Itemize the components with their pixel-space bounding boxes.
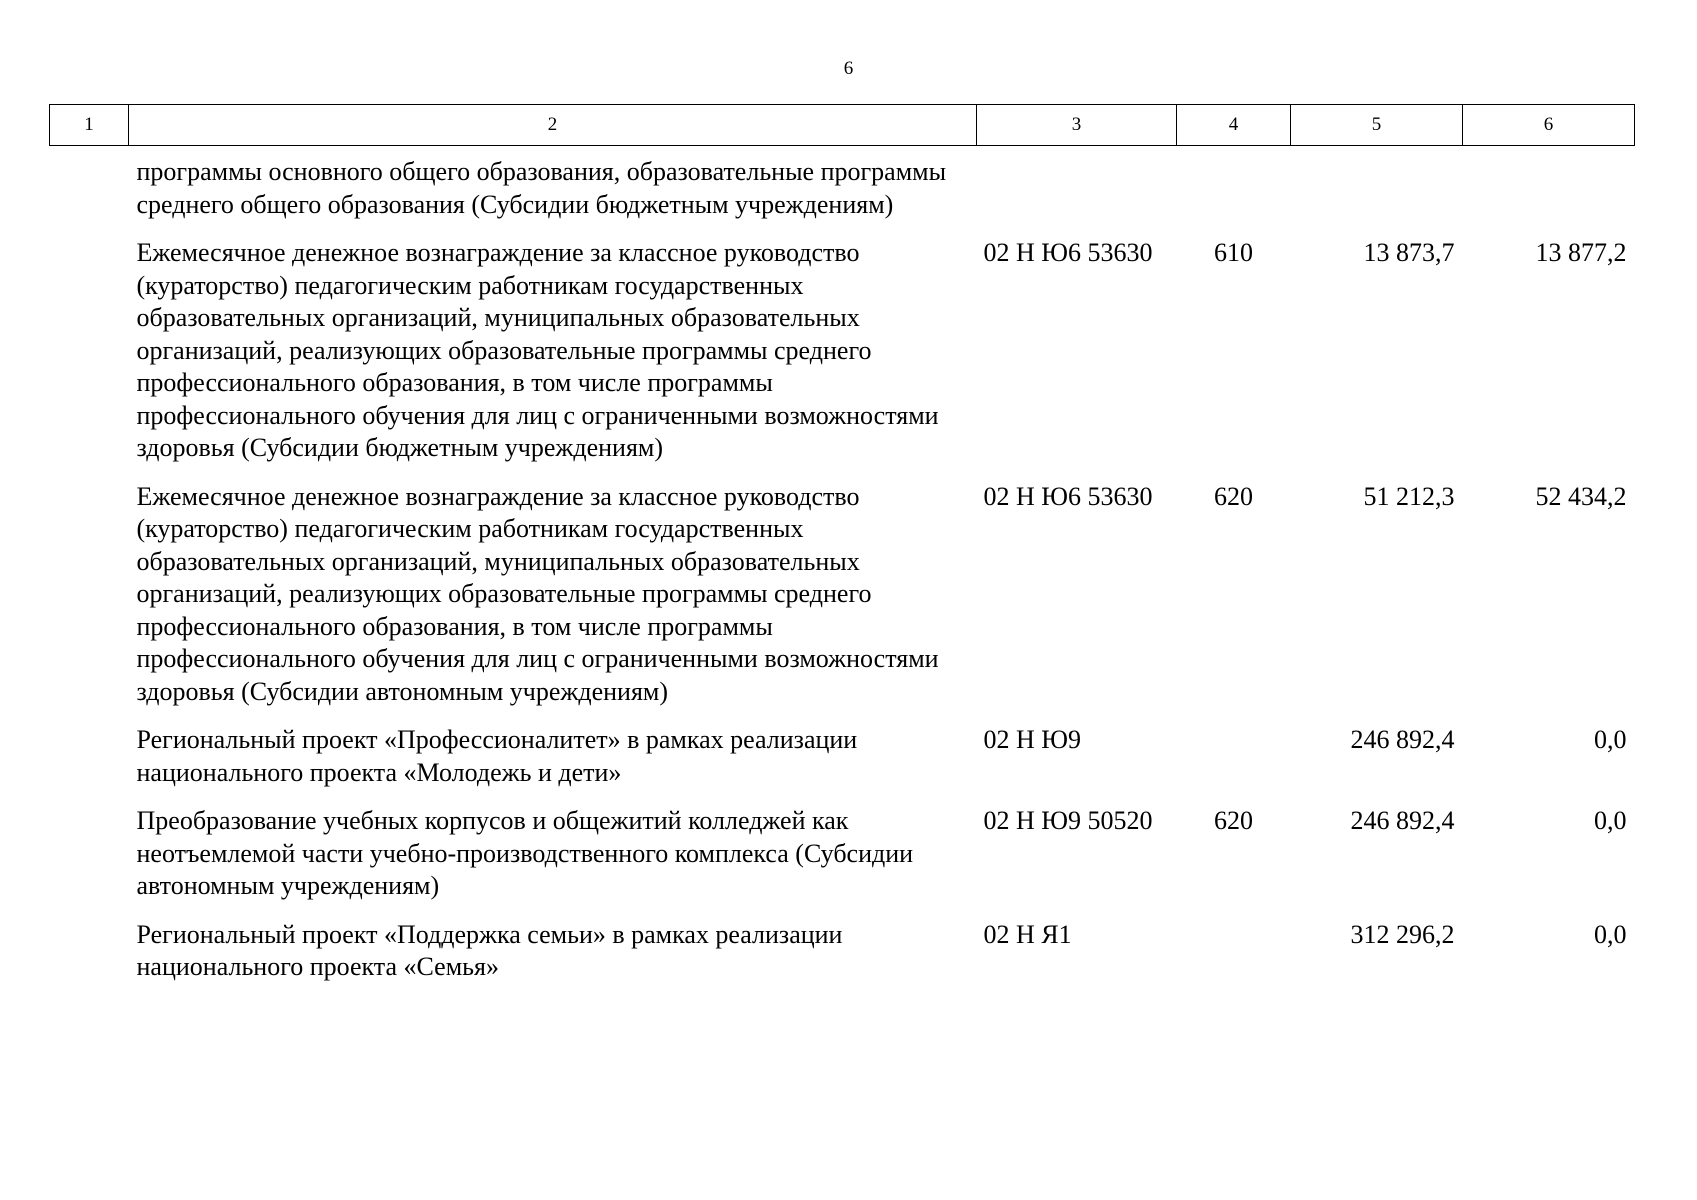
table-row (50, 919, 1635, 1000)
description-cell: Региональный проект «Профессионалитет» в рамках реализации национального проекта «Молодежь и дети» (136, 725, 858, 787)
amount-year1-cell: 246 892,4 (1350, 725, 1455, 754)
table-row (50, 146, 1635, 238)
target-code-cell: 02 Н Ю6 53630 (983, 238, 1153, 267)
target-code-cell (977, 146, 1177, 238)
amount-year1-cell: 246 892,4 (1350, 806, 1455, 835)
expense-type-cell (1177, 724, 1291, 805)
amount-year2-cell (1463, 146, 1635, 238)
target-code-cell: 02 Н Ю6 53630 (983, 481, 1153, 511)
description-cell: Ежемесячное денежное вознаграждение за классное руководство (кураторство) педагогическим работникам государственных образовательных организаций, муниципальных образовательных организаций, реализующих образовательные программы среднего профессионального образования, в том числе программы профессионального обучения для лиц с ограниченными возможностями здоровья (Субсидии бюджетным учреждениям) (136, 238, 939, 462)
expense-type-cell: 620 (1214, 481, 1253, 511)
description-cell: программы основного общего образования, образовательные программы среднего общего образования (Субсидии бюджетным учреждениям) (136, 157, 947, 219)
column-header-2: 2 (129, 105, 977, 146)
table-row (50, 481, 1635, 725)
amount-year2-cell: 0,0 (1594, 725, 1627, 754)
expense-type-cell: 620 (1214, 806, 1253, 835)
target-code-cell: 02 Н Ю9 50520 (983, 806, 1153, 835)
column-header-5: 5 (1291, 105, 1463, 146)
row-number-cell (50, 146, 129, 238)
row-number-cell (50, 724, 129, 805)
table-header (50, 105, 1635, 146)
description-cell: Преобразование учебных корпусов и общежитий колледжей как неотъемлемой части учебно-производственного комплекса (Субсидии автономным учреждениям) (136, 806, 914, 900)
table-row (50, 805, 1635, 919)
column-header-4: 4 (1177, 105, 1291, 146)
amount-year2-cell: 0,0 (1594, 919, 1627, 949)
budget-table (49, 104, 1635, 1000)
header-row (50, 105, 1635, 146)
column-header-1: 1 (50, 105, 129, 146)
row-number-cell (50, 805, 129, 919)
amount-year1-cell: 51 212,3 (1363, 481, 1455, 511)
column-header-6: 6 (1463, 105, 1635, 146)
column-header-3: 3 (977, 105, 1177, 146)
expense-type-cell: 610 (1214, 238, 1253, 267)
amount-year1-cell: 312 296,2 (1350, 919, 1455, 949)
expense-type-cell (1177, 919, 1291, 1000)
description-cell: Региональный проект «Поддержка семьи» в рамках реализации национального проекта «Семья» (136, 919, 843, 981)
amount-year2-cell: 13 877,2 (1535, 238, 1627, 267)
amount-year1-cell: 13 873,7 (1363, 238, 1455, 267)
row-number-cell (50, 237, 129, 481)
row-number-cell (50, 919, 129, 1000)
table-body (50, 146, 1635, 1000)
amount-year1-cell (1291, 146, 1463, 238)
row-number-cell (50, 481, 129, 725)
table-row (50, 237, 1635, 481)
description-cell: Ежемесячное денежное вознаграждение за классное руководство (кураторство) педагогическим работникам государственных образовательных организаций, муниципальных образовательных организаций, реализующих образовательные программы среднего профессионального образования, в том числе программы профессионального обучения для лиц с ограниченными возможностями здоровья (Субсидии автономным учреждениям) (136, 481, 939, 706)
expense-type-cell (1177, 146, 1291, 238)
table-row (50, 724, 1635, 805)
target-code-cell: 02 Н Я1 (983, 919, 1072, 949)
amount-year2-cell: 52 434,2 (1535, 481, 1627, 511)
amount-year2-cell: 0,0 (1594, 806, 1627, 835)
target-code-cell: 02 Н Ю9 (983, 725, 1081, 754)
page-number: 6 (843, 58, 854, 79)
